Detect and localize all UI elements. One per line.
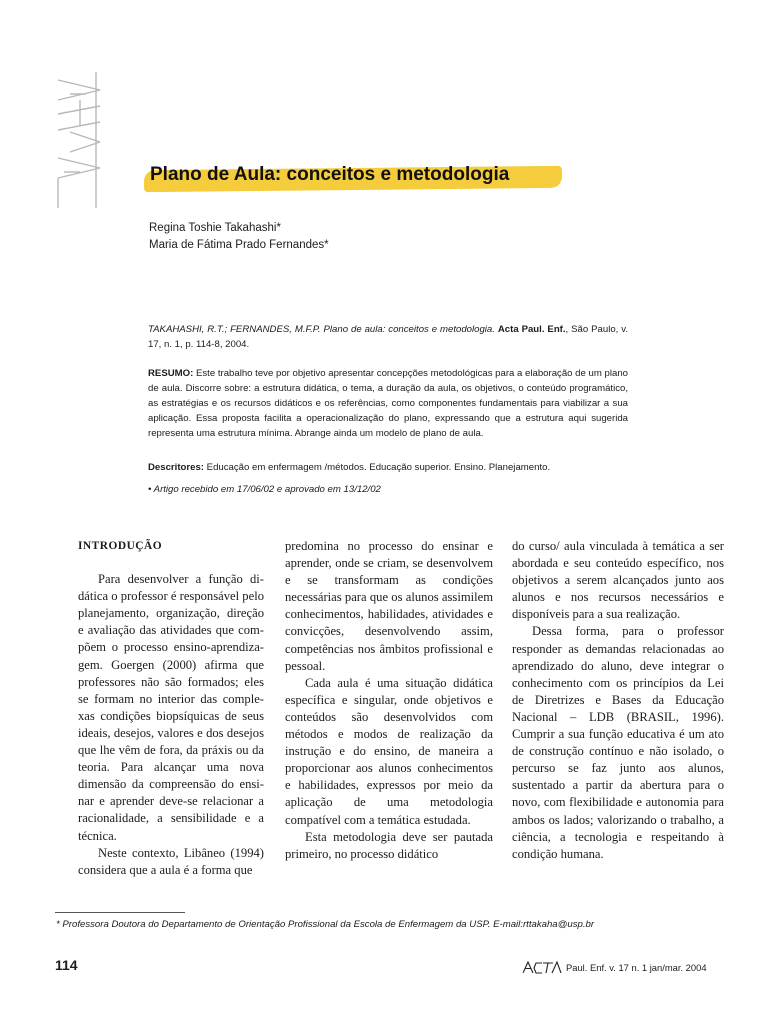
descriptors-label: Descritores: — [148, 462, 204, 473]
paragraph: Esta metodologia deve ser pautada primeiro, no processo didático — [285, 829, 493, 861]
paragraph: predomina no processo do ensinar e aprender, onde se criam, se desenvolvem e se transformam as condições necessárias para que os alunos assimilem conhecimentos, habilidades, atividades e convicções, desenvolvendo assim, competências nos âmbitos profissional e pessoal. — [285, 539, 493, 673]
citation-journal: Acta Paul. Enf. — [497, 324, 566, 335]
section-heading: INTRODUÇÃO — [78, 540, 163, 552]
article-title: Plano de Aula: conceitos e metodologia — [150, 164, 510, 185]
paragraph: Cada aula é uma situação didática específica e singular, onde objetivos e conteúdos são desenvolvidos com métodos e modos de realização da instrução e do ensino, de maneira a proporcionar aos alunos conhecimentos e habilidades, expressos por meio da aplicação de uma metodologia compatível com a temática estudada. — [285, 675, 493, 827]
paragraph: do curso/ aula vinculada à temática a ser abordada e seu conteúdo específico, nos objetivos a serem alcançados junto aos alunos e nos recursos necessários e disponíveis para a sua realização. — [512, 539, 724, 622]
acta-footer-logo-icon — [522, 961, 562, 974]
citation-rest: , São Paulo, v. 17, n. 1, p. 114-8, 2004. — [148, 324, 628, 350]
abstract-label: RESUMO: — [148, 368, 194, 379]
page-number: 114 — [55, 957, 78, 973]
citation-text: TAKAHASHI, R.T.; FERNANDES, M.F.P. Plano de aula: conceitos e metodologia. — [148, 324, 498, 335]
author-1: Regina Toshie Takahashi* — [149, 222, 281, 234]
paragraph: Neste contexto, Libâneo (1994) considera que a aula é a forma que — [78, 845, 264, 877]
descriptors-text: Educação em enfermagem /métodos. Educação superior. Ensino. Planejamento. — [204, 462, 551, 473]
svg-text:ACTA: ACTA — [80, 205, 81, 208]
footnote-rule — [55, 912, 185, 913]
received-note: • Artigo recebido em 17/06/02 e aprovado em 13/12/02 — [148, 484, 381, 495]
acta-logo — [50, 60, 106, 210]
body-column-1 — [78, 538, 264, 879]
paragraph: Para desenvolver a função didática o professor é responsável pelo planejamento, organização, direção e avaliação das atividades que compõem o processo ensino-aprendizagem. Goergen (2000) afirma que professores não são formados; eles se formam no interior das complexas condições biopsíquicas de seus ideais, desejos, valores e dos desejos que lhe vêm de fora, da práxis ou da teoria. Para alcançar uma nova dimensão da compreensão do ensinar e aprender deve-se relacionar a racionalidade, a sensibilidade e a técnica. — [78, 572, 264, 843]
abstract-text: Este trabalho teve por objetivo apresentar concepções metodológicas para a elaboração de um plano de aula. Discorre sobre: a estrutura didática, o tema, a duração da aula, os objetivos, o conteúdo programático, as estratégias e os recursos didáticos e os referências, como componentes fundamentais para viabilizar a sua aplicação. Essa proposta facilita a operacionalização do plano, expressando que a estrutura aqui sugerida representa uma estrutura mínima. Abrange ainda um modelo de plano de aula. — [148, 368, 628, 439]
journal-info: Paul. Enf. v. 17 n. 1 jan/mar. 2004 — [566, 962, 707, 973]
article-title-block — [150, 160, 509, 192]
author-list — [149, 220, 329, 254]
footnote: * Professora Doutora do Departamento de Orientação Profissional da Escola de Enfermagem da USP. E-mail:rttakaha@usp.br — [56, 919, 595, 930]
abstract — [148, 366, 628, 441]
journal-footer — [522, 961, 707, 974]
body-column-3 — [512, 538, 724, 863]
svg-text:ACTA: ACTA — [522, 973, 525, 974]
author-2: Maria de Fátima Prado Fernandes* — [149, 239, 329, 251]
descriptors — [148, 460, 628, 475]
body-column-2 — [285, 538, 493, 863]
paragraph: Dessa forma, para o professor responder as demandas relacionadas ao aprendizado do aluno, deve integrar o conhecimento com os princípios da Lei de Diretrizes e Bases da Educação Nacional – LDB (BRASIL, 1996). Cumprir a sua função educativa é um ato de construção contínuo e não isolado, o percurso se faz junto aos alunos, sustentado a partir da abertura para o novo, com flexibilidade e autonomia para ambos os lados; valorizando o trabalho, a ciência, a tecnologia e respeitando à condição humana. — [512, 624, 724, 861]
citation — [148, 322, 628, 352]
